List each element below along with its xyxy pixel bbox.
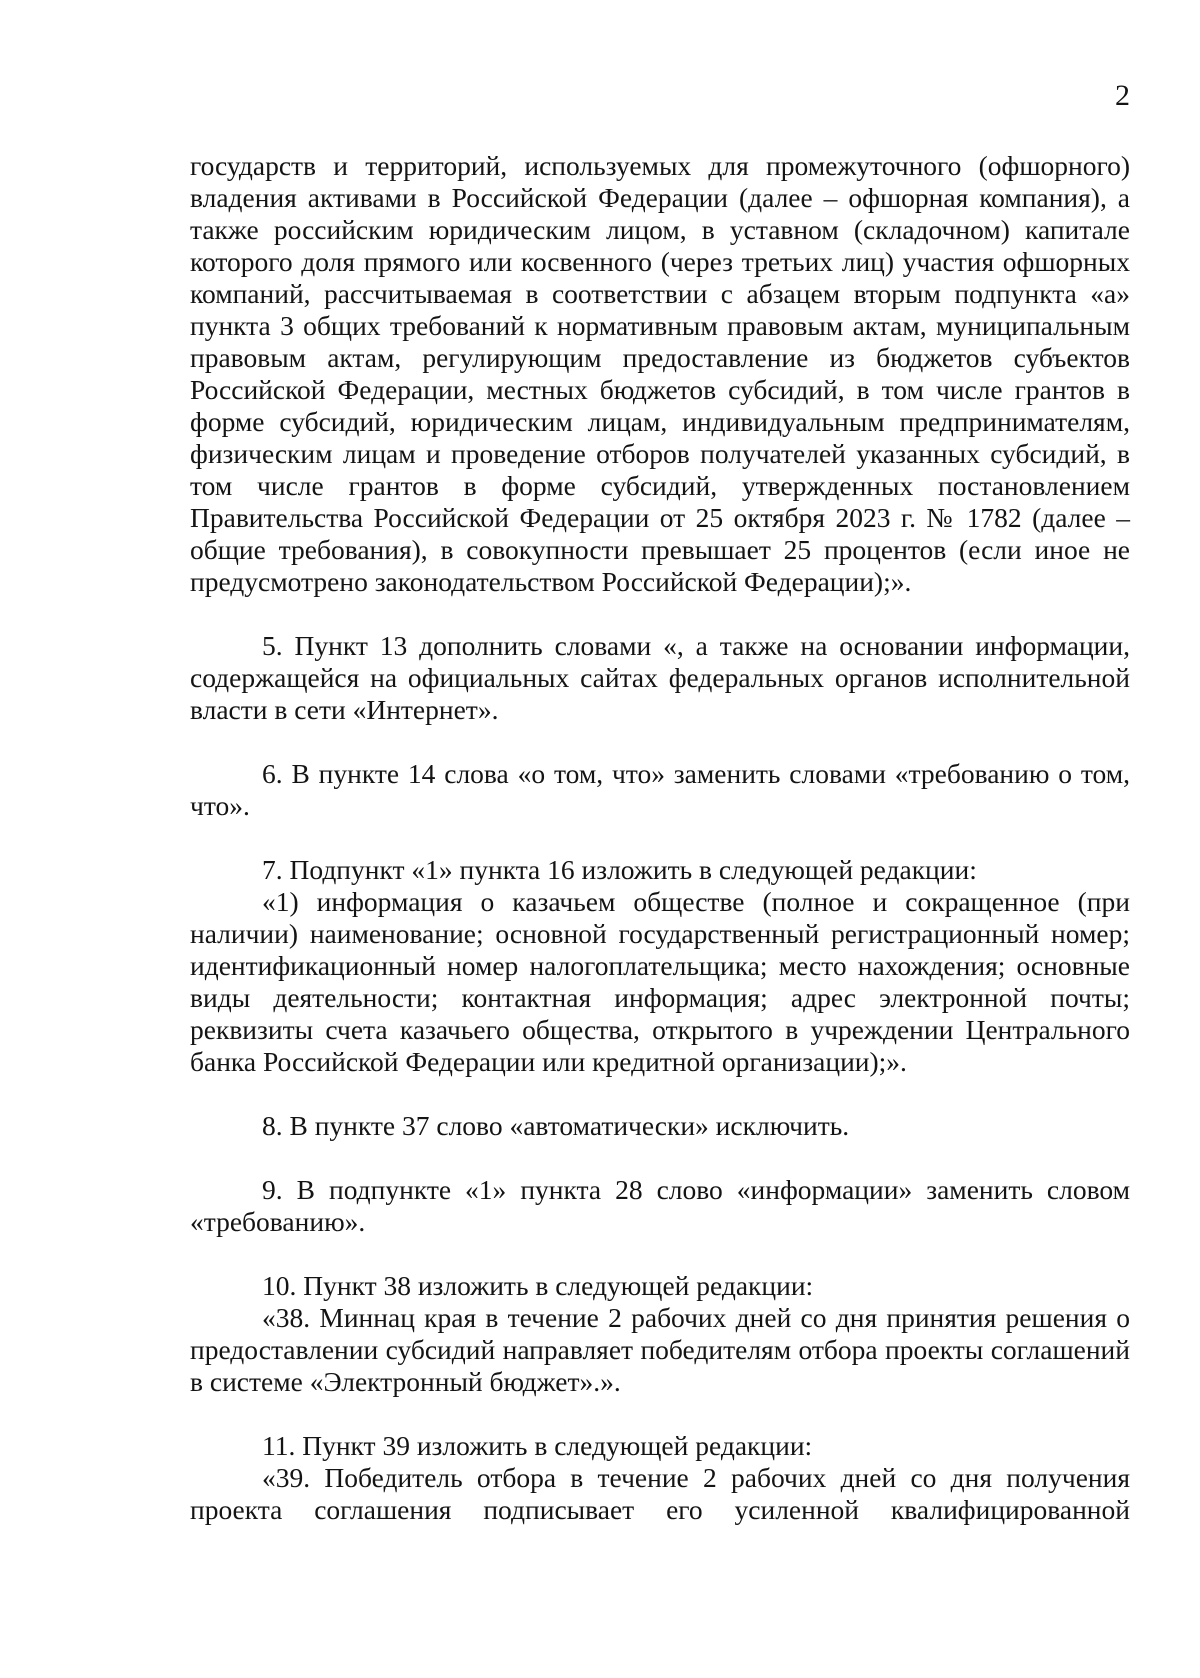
paragraph-item-6: 6. В пункте 14 слова «о том, что» заменить словами «требованию о том, что». [190,758,1130,821]
paragraph-item-10: 10. Пункт 38 изложить в следующей редакции: [262,1270,814,1301]
paragraph-item-10-text: «38. Миннац края в течение 2 рабочих дней со дня принятия решения о предоставлении субсидий направляет победителям отбора проекты соглашений в системе «Электронный бюджет».». [190,1302,1130,1397]
paragraph-item-9: 9. В подпункте «1» пункта 28 слово «информации» заменить словом «требованию». [190,1174,1130,1237]
paragraph-item-7: 7. Подпункт «1» пункта 16 изложить в следующей редакции: [262,854,977,885]
document-body [190,150,1130,1526]
paragraph-item-11-text: «39. Победитель отбора в течение 2 рабочих дней со дня получения проекта соглашения подписывает его усиленной квалифицированной [190,1462,1130,1525]
paragraph-item-5: 5. Пункт 13 дополнить словами «, а также на основании информации, содержащейся на официальных сайтах федеральных органов исполнительной власти в сети «Интернет». [190,630,1130,725]
paragraph-item-7-text: «1) информация о казачьем обществе (полное и сокращенное (при наличии) наименование; основной государственный регистрационный номер; идентификационный номер налогоплательщика; место нахождения; основные виды деятельности; контактная информация; адрес электронной почты; реквизиты счета казачьего общества, открытого в учреждении Центрального банка Российской Федерации или кредитной организации);». [190,886,1130,1077]
page-number: 2 [1115,79,1130,112]
paragraph-continuation: государств и территорий, используемых для промежуточного (офшорного) владения активами в Российской Федерации (далее – офшорная компания), а также российским юридическим лицом, в уставном (складочном) капитале которого доля прямого или косвенного (через третьих лиц) участия офшорных компаний, рассчитываемая в соответствии с абзацем вторым подпункта «а» пункта 3 общих требований к нормативным правовым актам, муниципальным правовым актам, регулирующим предоставление из бюджетов субъектов Российской Федерации, местных бюджетов субсидий, в том числе грантов в форме субсидий, юридическим лицам, индивидуальным предпринимателям, физическим лицам и проведение отборов получателей указанных субсидий, в том числе грантов в форме субсидий, утвержденных постановлением Правительства Российской Федерации от 25 октября 2023 г. № 1782 (далее – общие требования), в совокупности превышает 25 процентов (если иное не предусмотрено законодательством Российской Федерации);». [190,150,1130,597]
paragraph-item-11: 11. Пункт 39 изложить в следующей редакции: [262,1430,813,1461]
paragraph-item-8: 8. В пункте 37 слово «автоматически» исключить. [262,1110,850,1141]
